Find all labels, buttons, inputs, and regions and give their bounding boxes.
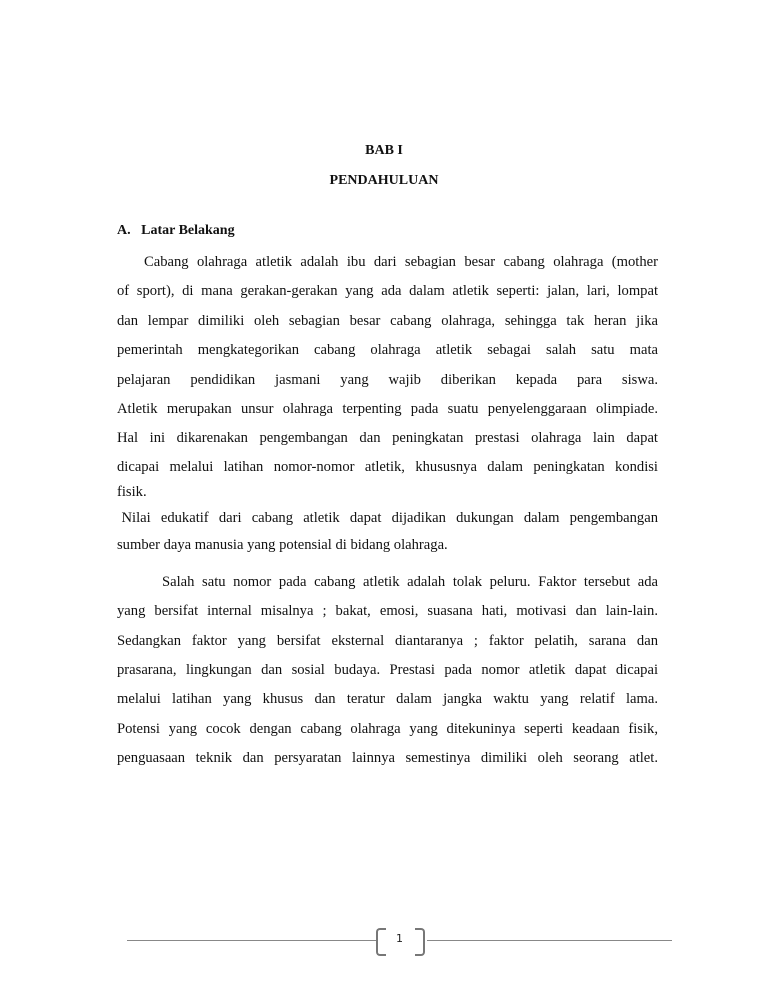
text-line: fisik. xyxy=(117,484,147,500)
text-line: dan lempar dimiliki oleh sebagian besar cabang olahraga, sehingga tak heran jika xyxy=(117,313,658,329)
text-line: Salah satu nomor pada cabang atletik adalah tolak peluru. Faktor tersebut ada xyxy=(162,574,658,590)
footer-rule-left xyxy=(127,940,378,941)
left-bracket xyxy=(376,928,386,956)
text-line: prasarana, lingkungan dan sosial budaya. Prestasi pada nomor atletik dapat dicapai xyxy=(117,662,658,678)
chapter-heading: BAB I xyxy=(365,143,403,158)
text-line: melalui latihan yang khusus dan teratur dalam jangka waktu yang relatif lama. xyxy=(117,691,658,707)
text-line: Hal ini dikarenakan pengembangan dan peningkatan prestasi olahraga lain dapat xyxy=(117,430,658,446)
text-line: of sport), di mana gerakan-gerakan yang ada dalam atletik seperti: jalan, lari, lompat xyxy=(117,283,658,299)
text-line: Sedangkan faktor yang bersifat eksternal diantaranya ; faktor pelatih, sarana dan xyxy=(117,633,658,649)
text-line: dicapai melalui latihan nomor-nomor atletik, khususnya dalam peningkatan kondisi xyxy=(117,459,658,475)
page-number: 1 xyxy=(396,932,403,945)
right-bracket xyxy=(415,928,425,956)
chapter-title: PENDAHULUAN xyxy=(329,173,439,188)
text-line: Atletik merupakan unsur olahraga terpenting pada suatu penyelenggaraan olimpiade. xyxy=(117,401,658,417)
section-heading: A. Latar Belakang xyxy=(117,223,235,238)
text-line: pelajaran pendidikan jasmani yang wajib diberikan kepada para siswa. xyxy=(117,372,658,388)
text-line: Nilai edukatif dari cabang atletik dapat dijadikan dukungan dalam pengembangan xyxy=(121,510,658,526)
text-line: pemerintah mengkategorikan cabang olahraga atletik sebagai salah satu mata xyxy=(117,342,658,358)
text-line: sumber daya manusia yang potensial di bidang olahraga. xyxy=(117,537,448,553)
text-line: Cabang olahraga atletik adalah ibu dari sebagian besar cabang olahraga (mother xyxy=(144,254,658,270)
footer-rule-right xyxy=(427,940,672,941)
text-line: yang bersifat internal misalnya ; bakat, emosi, suasana hati, motivasi dan lain-lain. xyxy=(117,603,658,619)
text-line: penguasaan teknik dan persyaratan lainnya semestinya dimiliki oleh seorang atlet. xyxy=(117,750,658,766)
text-line: Potensi yang cocok dengan cabang olahraga yang ditekuninya seperti keadaan fisik, xyxy=(117,721,658,737)
